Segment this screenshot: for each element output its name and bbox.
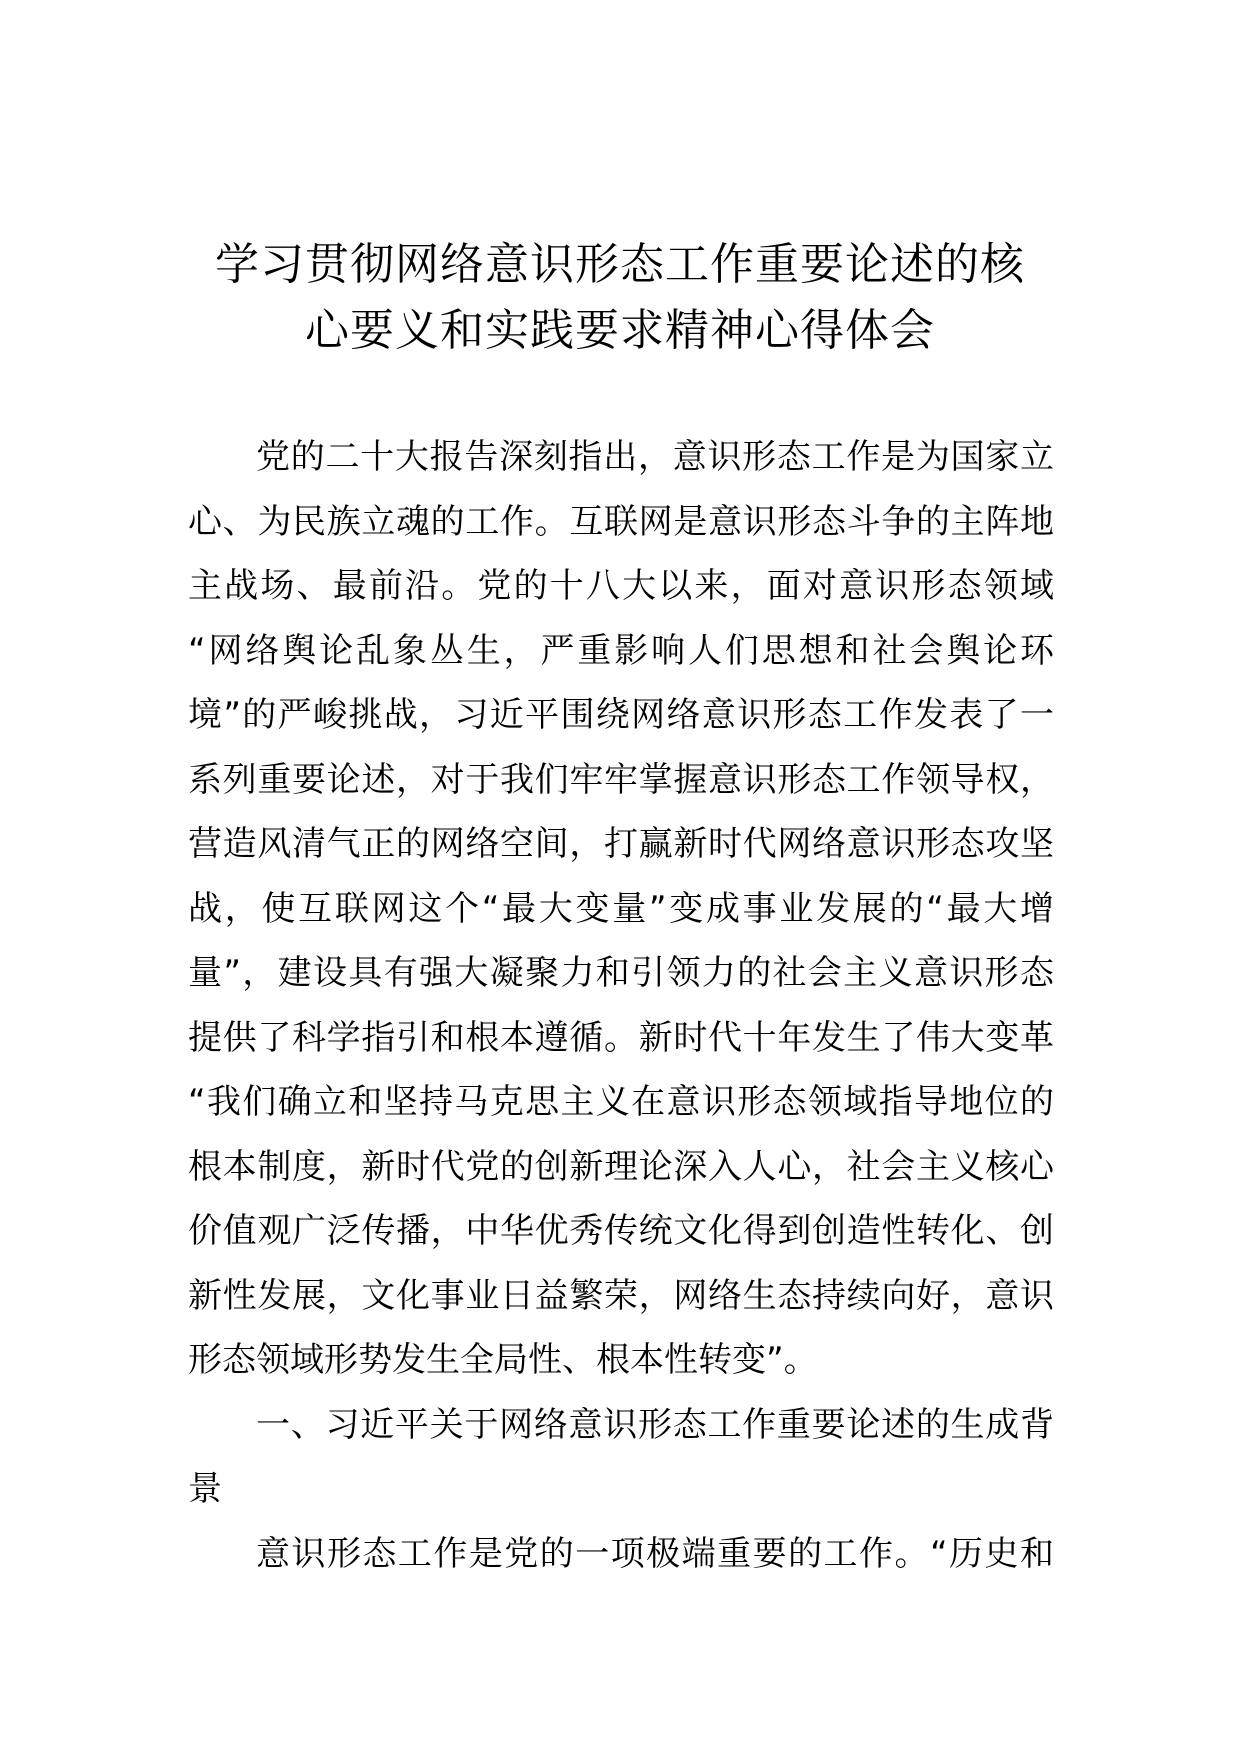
text-line: 根本制度，新时代党的创新理论深入人心，社会主义核心 — [188, 1146, 1054, 1187]
document-body — [188, 425, 1054, 1586]
text-line: 量”，建设具有强大凝聚力和引领力的社会主义意识形态 — [188, 953, 1054, 993]
text-line: 系列重要论述，对于我们牢牢掌握意识形态工作领导权， — [188, 759, 1054, 800]
paragraph-intro — [188, 425, 1054, 1393]
text-line: 提供了科学指引和根本遵循。新时代十年发生了伟大变革 — [188, 1017, 1054, 1058]
text-line: 境”的严峻挑战，习近平围绕网络意识形态工作发表了一 — [188, 695, 1054, 735]
document-title — [160, 232, 1080, 364]
title-line: 学习贯彻网络意识形态工作重要论述的核 — [215, 239, 1025, 290]
text-line: “我们确立和坚持马克思主义在意识形态领域指导地位的 — [188, 1082, 1054, 1122]
text-line: 主战场、最前沿。党的十八大以来，面对意识形态领域 — [188, 566, 1054, 606]
text-line: “网络舆论乱象丛生，严重影响人们思想和社会舆论环 — [188, 630, 1054, 671]
paragraph-section-one — [188, 1522, 1054, 1587]
text-line: 景 — [188, 1469, 222, 1509]
text-line: 心、为民族立魂的工作。互联网是意识形态斗争的主阵地 — [188, 501, 1054, 542]
text-line: 形态领域形势发生全局性、根本性转变”。 — [188, 1340, 818, 1380]
text-line: 营造风清气正的网络空间，打赢新时代网络意识形态攻坚 — [188, 824, 1054, 864]
text-line: 意识形态工作是党的一项极端重要的工作。“历史和 — [256, 1533, 1054, 1574]
text-line: 战，使互联网这个“最大变量”变成事业发展的“最大增 — [188, 888, 1054, 929]
text-line: 党的二十大报告深刻指出，意识形态工作是为国家立 — [256, 437, 1054, 477]
title-line: 心要义和实践要求精神心得体会 — [305, 305, 935, 356]
text-line: 一、习近平关于网络意识形态工作重要论述的生成背 — [256, 1404, 1054, 1445]
text-line: 新性发展，文化事业日益繁荣，网络生态持续向好，意识 — [188, 1275, 1054, 1316]
section-heading — [188, 1393, 1054, 1522]
text-line: 价值观广泛传播，中华优秀传统文化得到创造性转化、创 — [188, 1211, 1054, 1251]
